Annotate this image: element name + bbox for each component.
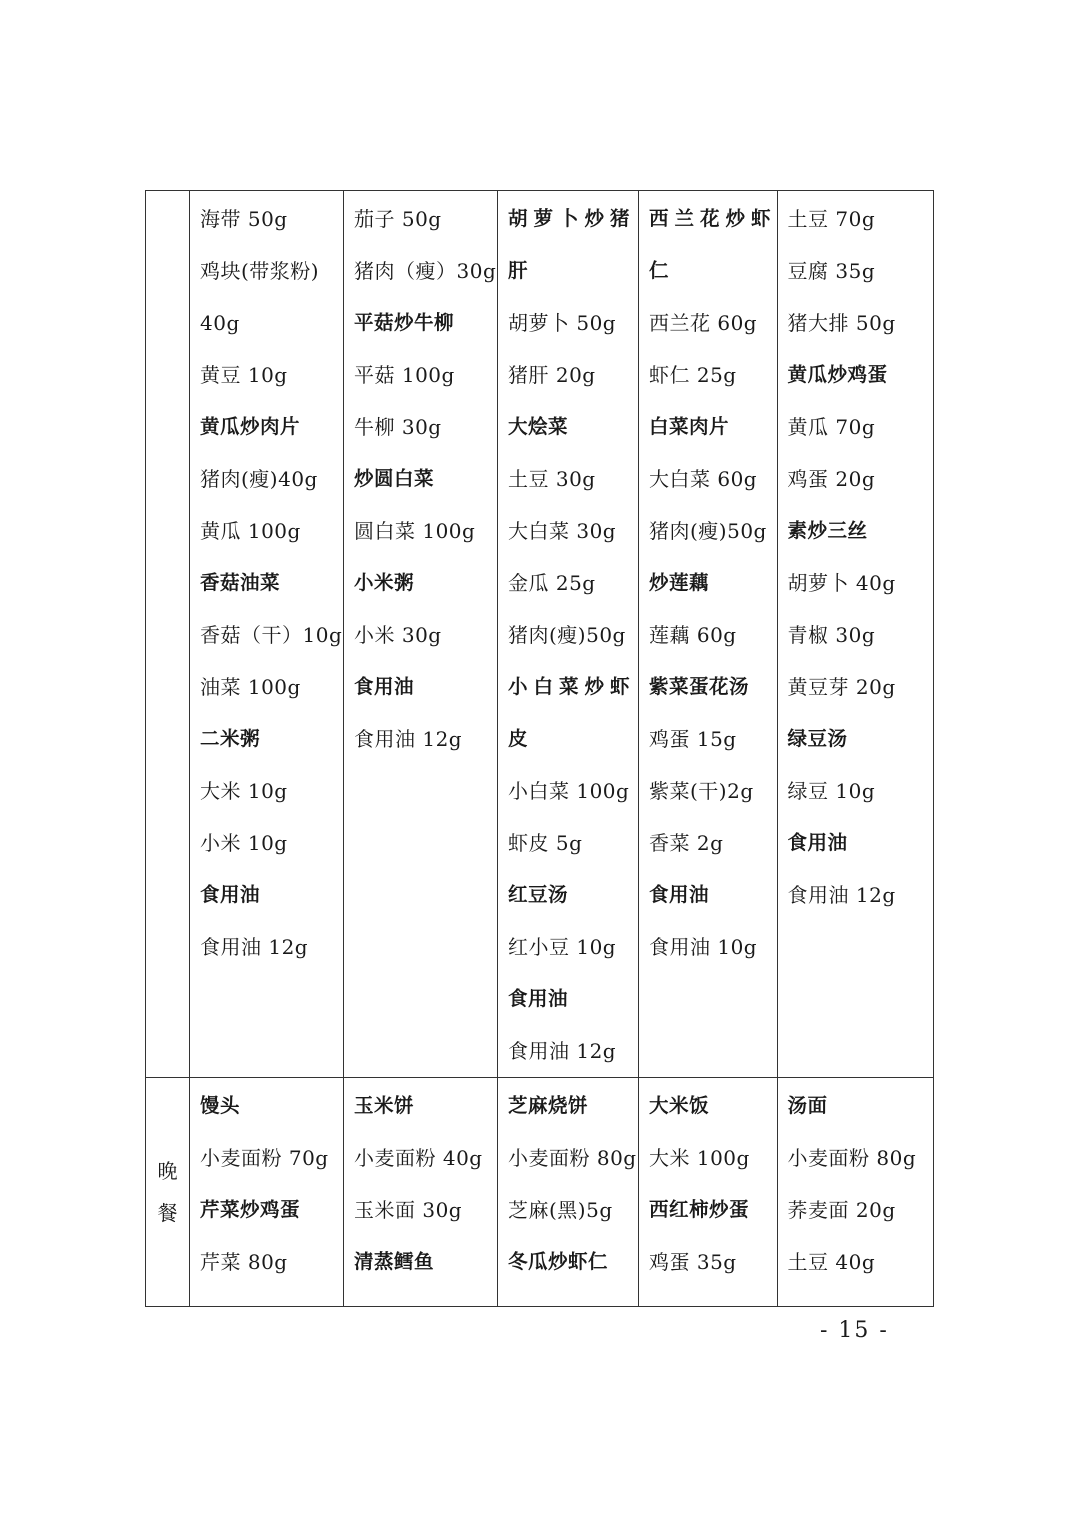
ingredient-line: 金瓜 25g bbox=[508, 571, 596, 595]
ingredient-line: 土豆 40g bbox=[787, 1250, 876, 1274]
ingredient-line: 牛柳 30g bbox=[354, 415, 442, 439]
ingredient-line: 小麦面粉 40g bbox=[354, 1146, 483, 1170]
dish-name: 食用油 bbox=[649, 883, 710, 906]
dish-name: 小米粥 bbox=[354, 571, 415, 594]
ingredient-line: 虾仁 25g bbox=[649, 363, 737, 387]
ingredient-line: 小米 30g bbox=[354, 623, 442, 647]
menu-table bbox=[145, 190, 934, 1307]
dish-name: 大米饭 bbox=[649, 1094, 710, 1117]
ingredient-line: 土豆 30g bbox=[508, 467, 596, 491]
dish-name: 汤面 bbox=[787, 1094, 828, 1117]
dish-name: 食用油 bbox=[787, 831, 848, 854]
ingredient-line: 黄豆芽 20g bbox=[787, 675, 896, 699]
menu-cell bbox=[344, 191, 498, 1078]
menu-cell bbox=[344, 1078, 498, 1307]
dish-name: 肝 bbox=[508, 259, 529, 282]
ingredient-line: 40g bbox=[200, 311, 240, 335]
dish-name: 西兰花炒虾 bbox=[649, 207, 777, 230]
ingredient-line: 莲藕 60g bbox=[649, 623, 737, 647]
meal-label: 晚餐 bbox=[157, 1159, 178, 1225]
ingredient-line: 土豆 70g bbox=[787, 207, 876, 231]
ingredient-line: 芝麻(黑)5g bbox=[508, 1198, 613, 1222]
ingredient-line: 食用油 12g bbox=[508, 1039, 617, 1063]
ingredient-line: 荞麦面 20g bbox=[787, 1198, 896, 1222]
dish-name: 馒头 bbox=[200, 1094, 241, 1117]
dish-name: 皮 bbox=[508, 727, 529, 750]
dish-name: 冬瓜炒虾仁 bbox=[508, 1250, 609, 1273]
menu-cell bbox=[639, 191, 778, 1078]
ingredient-line: 红小豆 10g bbox=[508, 935, 617, 959]
dish-name: 黄瓜炒鸡蛋 bbox=[787, 363, 888, 386]
ingredient-line: 平菇 100g bbox=[354, 363, 455, 387]
ingredient-line: 胡萝卜 40g bbox=[787, 571, 896, 595]
ingredient-line: 小米 10g bbox=[200, 831, 288, 855]
dish-name: 大烩菜 bbox=[508, 415, 569, 438]
dish-name: 红豆汤 bbox=[508, 883, 569, 906]
ingredient-line: 小麦面粉 80g bbox=[508, 1146, 637, 1170]
dish-name: 小白菜炒虾 bbox=[508, 675, 636, 698]
dish-name: 炒圆白菜 bbox=[354, 467, 435, 490]
ingredient-line: 紫菜(干)2g bbox=[649, 779, 754, 803]
ingredient-line: 食用油 12g bbox=[354, 727, 463, 751]
dish-name: 玉米饼 bbox=[354, 1094, 415, 1117]
menu-table-body bbox=[146, 191, 934, 1307]
ingredient-line: 鸡蛋 15g bbox=[649, 727, 737, 751]
ingredient-line: 鸡蛋 35g bbox=[649, 1250, 737, 1274]
ingredient-line: 豆腐 35g bbox=[787, 259, 876, 283]
ingredient-line: 猪肉(瘦)50g bbox=[649, 519, 767, 543]
dish-name: 炒莲藕 bbox=[649, 571, 710, 594]
ingredient-line: 猪肉(瘦)40g bbox=[200, 467, 318, 491]
ingredient-line: 猪肉(瘦)50g bbox=[508, 623, 626, 647]
meal-label-cell bbox=[146, 1078, 190, 1307]
page-number: - 15 - bbox=[820, 1318, 889, 1343]
ingredient-line: 香菇（干）10g bbox=[200, 623, 343, 647]
ingredient-line: 西兰花 60g bbox=[649, 311, 758, 335]
menu-cell bbox=[190, 191, 344, 1078]
dish-name: 香菇油菜 bbox=[200, 571, 281, 594]
menu-cell bbox=[190, 1078, 344, 1307]
dish-name: 素炒三丝 bbox=[787, 519, 868, 542]
ingredient-line: 猪肝 20g bbox=[508, 363, 596, 387]
dish-name: 芹菜炒鸡蛋 bbox=[200, 1198, 301, 1221]
ingredient-line: 大白菜 60g bbox=[649, 467, 758, 491]
ingredient-line: 小麦面粉 70g bbox=[200, 1146, 329, 1170]
menu-cell bbox=[777, 1078, 933, 1307]
ingredient-line: 小麦面粉 80g bbox=[787, 1146, 917, 1170]
ingredient-line: 胡萝卜 50g bbox=[508, 311, 617, 335]
ingredient-line: 大白菜 30g bbox=[508, 519, 617, 543]
meal-label-cell bbox=[146, 191, 190, 1078]
dish-name: 胡萝卜炒猪 bbox=[508, 207, 636, 230]
ingredient-line: 青椒 30g bbox=[787, 623, 876, 647]
dish-name: 黄瓜炒肉片 bbox=[200, 415, 301, 438]
ingredient-line: 食用油 12g bbox=[787, 883, 896, 907]
ingredient-line: 香菜 2g bbox=[649, 831, 724, 855]
dish-name: 芝麻烧饼 bbox=[508, 1094, 589, 1117]
dish-name: 平菇炒牛柳 bbox=[354, 311, 455, 334]
ingredient-line: 食用油 10g bbox=[649, 935, 758, 959]
menu-cell bbox=[498, 191, 639, 1078]
ingredient-line: 黄瓜 100g bbox=[200, 519, 301, 543]
menu-cell bbox=[639, 1078, 778, 1307]
table-row bbox=[146, 1078, 934, 1307]
ingredient-line: 猪大排 50g bbox=[787, 311, 896, 335]
ingredient-line: 黄豆 10g bbox=[200, 363, 288, 387]
dish-name: 西红柿炒蛋 bbox=[649, 1198, 750, 1221]
ingredient-line: 海带 50g bbox=[200, 207, 288, 231]
dish-name: 清蒸鳕鱼 bbox=[354, 1250, 435, 1273]
ingredient-line: 茄子 50g bbox=[354, 207, 442, 231]
ingredient-line: 大米 100g bbox=[649, 1146, 750, 1170]
menu-cell bbox=[777, 191, 933, 1078]
ingredient-line: 鸡蛋 20g bbox=[787, 467, 876, 491]
menu-cell bbox=[498, 1078, 639, 1307]
ingredient-line: 玉米面 30g bbox=[354, 1198, 463, 1222]
dish-name: 食用油 bbox=[200, 883, 261, 906]
ingredient-line: 绿豆 10g bbox=[787, 779, 876, 803]
ingredient-line: 芹菜 80g bbox=[200, 1250, 288, 1274]
ingredient-line: 小白菜 100g bbox=[508, 779, 630, 803]
ingredient-line: 食用油 12g bbox=[200, 935, 309, 959]
dish-name: 绿豆汤 bbox=[787, 727, 848, 750]
ingredient-line: 圆白菜 100g bbox=[354, 519, 476, 543]
dish-name: 二米粥 bbox=[200, 727, 261, 750]
dish-name: 食用油 bbox=[354, 675, 415, 698]
dish-name: 白菜肉片 bbox=[649, 415, 730, 438]
dish-name: 紫菜蛋花汤 bbox=[649, 675, 750, 698]
dish-name: 食用油 bbox=[508, 987, 569, 1010]
ingredient-line: 鸡块(带浆粉) bbox=[200, 259, 320, 283]
ingredient-line: 油菜 100g bbox=[200, 675, 301, 699]
ingredient-line: 猪肉（瘦）30g bbox=[354, 259, 497, 283]
ingredient-line: 黄瓜 70g bbox=[787, 415, 876, 439]
ingredient-line: 大米 10g bbox=[200, 779, 288, 803]
ingredient-line: 虾皮 5g bbox=[508, 831, 583, 855]
table-row bbox=[146, 191, 934, 1078]
dish-name: 仁 bbox=[649, 259, 670, 282]
